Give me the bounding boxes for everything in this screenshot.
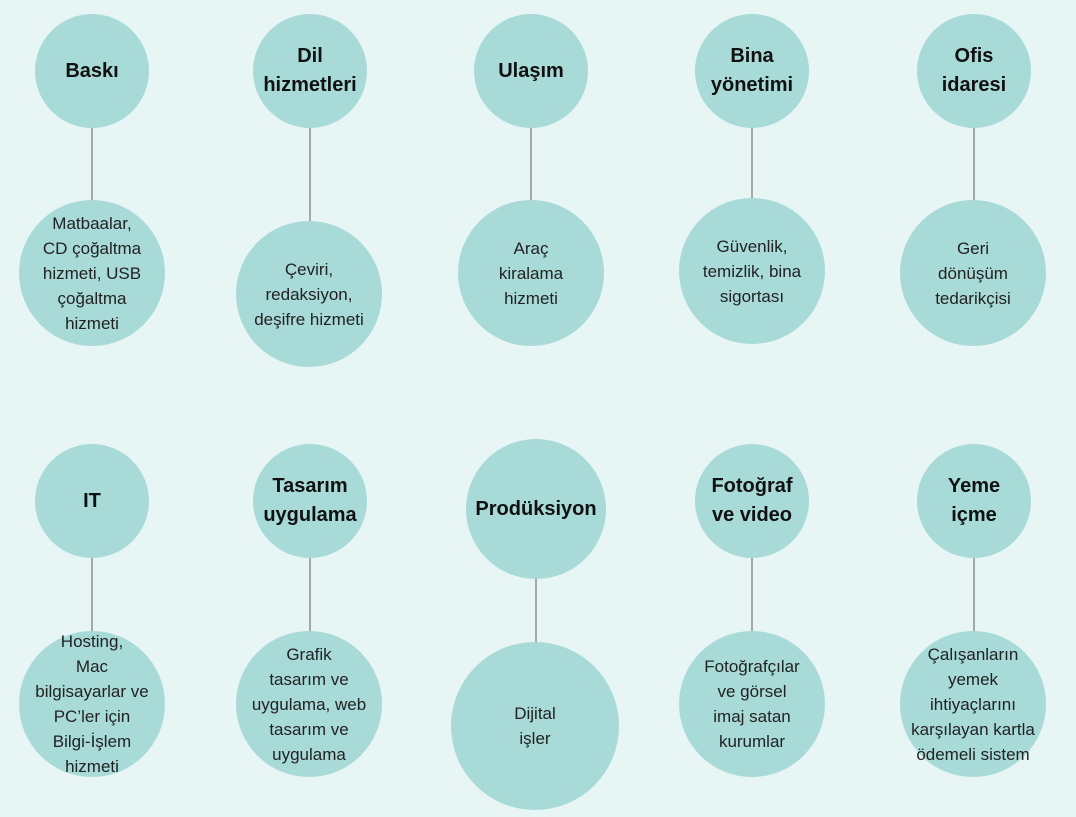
category-title: Yeme içme	[947, 475, 1001, 526]
category-circle	[35, 14, 149, 128]
category-description: Güvenlik, temizlik, bina sigortası	[702, 236, 802, 306]
detail-circle	[451, 642, 619, 810]
detail-circle	[900, 631, 1046, 777]
category-description: Dijital işler	[514, 704, 556, 748]
category-title: Baskı	[65, 59, 119, 82]
category-title: Tasarım uygulama	[263, 475, 357, 526]
category-description: Matbaalar, CD çoğaltma hizmeti, USB çoğaltma hizmeti	[42, 213, 142, 333]
category-title: IT	[83, 489, 101, 512]
detail-circle	[679, 631, 825, 777]
category-description: Geri dönüşüm tedarikçisi	[935, 238, 1011, 308]
detail-circle	[19, 200, 165, 346]
category-circle	[253, 444, 367, 558]
detail-circle	[458, 200, 604, 346]
category-title: Fotoğraf ve video	[711, 475, 793, 526]
category-description: Çeviri, redaksiyon, deşifre hizmeti	[254, 259, 364, 329]
category-circle	[917, 444, 1031, 558]
category-circle	[466, 439, 606, 579]
category-description: Araç kiralama hizmeti	[498, 238, 564, 308]
detail-circle	[236, 631, 382, 777]
category-circle	[35, 444, 149, 558]
detail-circle	[19, 631, 165, 777]
category-circle	[253, 14, 367, 128]
category-description: Çalışanların yemek ihtiyaçlarını karşılayan kartla ödemeli sistem	[911, 644, 1035, 764]
category-title: Dil hizmetleri	[263, 45, 357, 96]
category-circle	[917, 14, 1031, 128]
category-title: Ulaşım	[498, 59, 564, 82]
category-circle	[474, 14, 588, 128]
category-title: Bina yönetimi	[710, 45, 794, 96]
category-circle	[695, 444, 809, 558]
category-title: Prodüksiyon	[475, 497, 597, 520]
category-description: Fotoğrafçılar ve görsel imaj satan kurumlar	[704, 657, 800, 751]
detail-circle	[236, 221, 382, 367]
category-circle	[695, 14, 809, 128]
category-title: Ofis idaresi	[941, 45, 1007, 96]
category-description: Hosting, Mac bilgisayarlar ve PC’ler için Bilgi-İşlem hizmeti	[35, 632, 149, 776]
detail-circle	[679, 198, 825, 344]
detail-circle	[900, 200, 1046, 346]
category-description: Grafik tasarım ve uygulama, web tasarım ve uygulama	[251, 644, 367, 764]
